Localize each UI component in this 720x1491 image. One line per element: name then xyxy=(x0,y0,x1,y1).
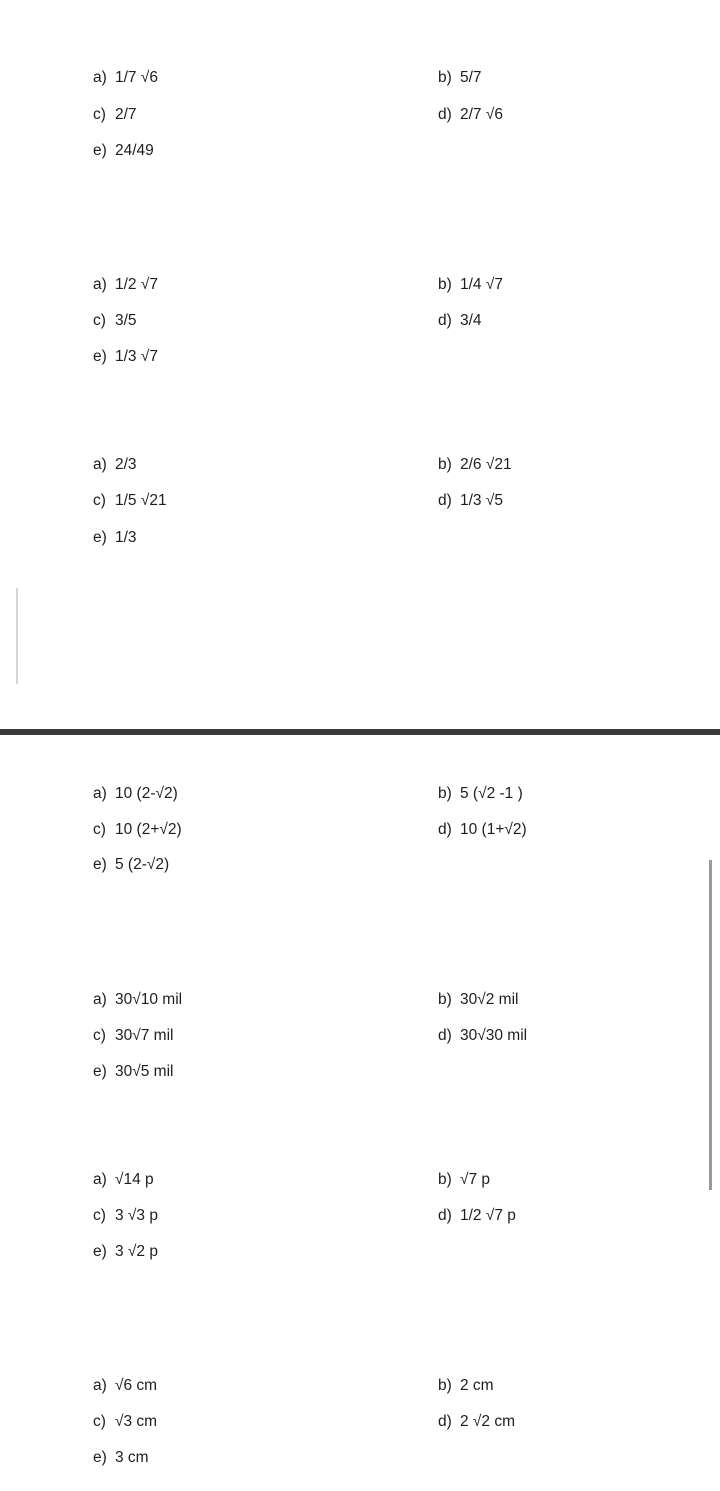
option-a[interactable]: a) √6 cm xyxy=(93,1377,158,1394)
option-d[interactable]: d) 30√30 mil xyxy=(438,1027,528,1044)
option-b[interactable]: b) 5 (√2 -1 ) xyxy=(438,785,523,802)
option-e[interactable]: e) 24/49 xyxy=(93,142,154,159)
option-a[interactable]: a) 10 (2-√2) xyxy=(93,785,178,802)
option-a[interactable]: a) 1/2 √7 xyxy=(93,276,158,293)
option-b[interactable]: b) √7 p xyxy=(438,1171,491,1188)
option-b[interactable]: b) 2/6 √21 xyxy=(438,456,512,473)
option-b[interactable]: b) 30√2 mil xyxy=(438,991,519,1008)
option-b[interactable]: b) 1/4 √7 xyxy=(438,276,503,293)
lower-panel xyxy=(0,735,720,1491)
scrollbar[interactable] xyxy=(709,860,712,1190)
option-c[interactable]: c) 10 (2+√2) xyxy=(93,821,182,838)
option-b[interactable]: b) 2 cm xyxy=(438,1377,494,1394)
scroll-indicator xyxy=(16,588,18,684)
option-e[interactable]: e) 3 cm xyxy=(93,1449,149,1466)
option-e[interactable]: e) 1/3 √7 xyxy=(93,348,158,365)
option-c[interactable]: c) 2/7 xyxy=(93,106,137,123)
option-e[interactable]: e) 30√5 mil xyxy=(93,1063,174,1080)
option-e[interactable]: e) 5 (2-√2) xyxy=(93,856,170,873)
option-c[interactable]: c) √3 cm xyxy=(93,1413,158,1430)
option-d[interactable]: d) 3/4 xyxy=(438,312,482,329)
option-c[interactable]: c) 30√7 mil xyxy=(93,1027,174,1044)
option-d[interactable]: d) 1/2 √7 p xyxy=(438,1207,516,1224)
option-b[interactable]: b) 5/7 xyxy=(438,69,482,86)
option-c[interactable]: c) 3 √3 p xyxy=(93,1207,158,1224)
option-d[interactable]: d) 10 (1+√2) xyxy=(438,821,527,838)
option-e[interactable]: e) 1/3 xyxy=(93,529,137,546)
option-a[interactable]: a) √14 p xyxy=(93,1171,154,1188)
upper-panel xyxy=(0,0,720,729)
option-a[interactable]: a) 2/3 xyxy=(93,456,137,473)
option-a[interactable]: a) 30√10 mil xyxy=(93,991,183,1008)
option-e[interactable]: e) 3 √2 p xyxy=(93,1243,158,1260)
option-a[interactable]: a) 1/7 √6 xyxy=(93,69,158,86)
option-c[interactable]: c) 1/5 √21 xyxy=(93,492,167,509)
option-d[interactable]: d) 2 √2 cm xyxy=(438,1413,516,1430)
option-d[interactable]: d) 1/3 √5 xyxy=(438,492,503,509)
option-d[interactable]: d) 2/7 √6 xyxy=(438,106,503,123)
option-c[interactable]: c) 3/5 xyxy=(93,312,137,329)
